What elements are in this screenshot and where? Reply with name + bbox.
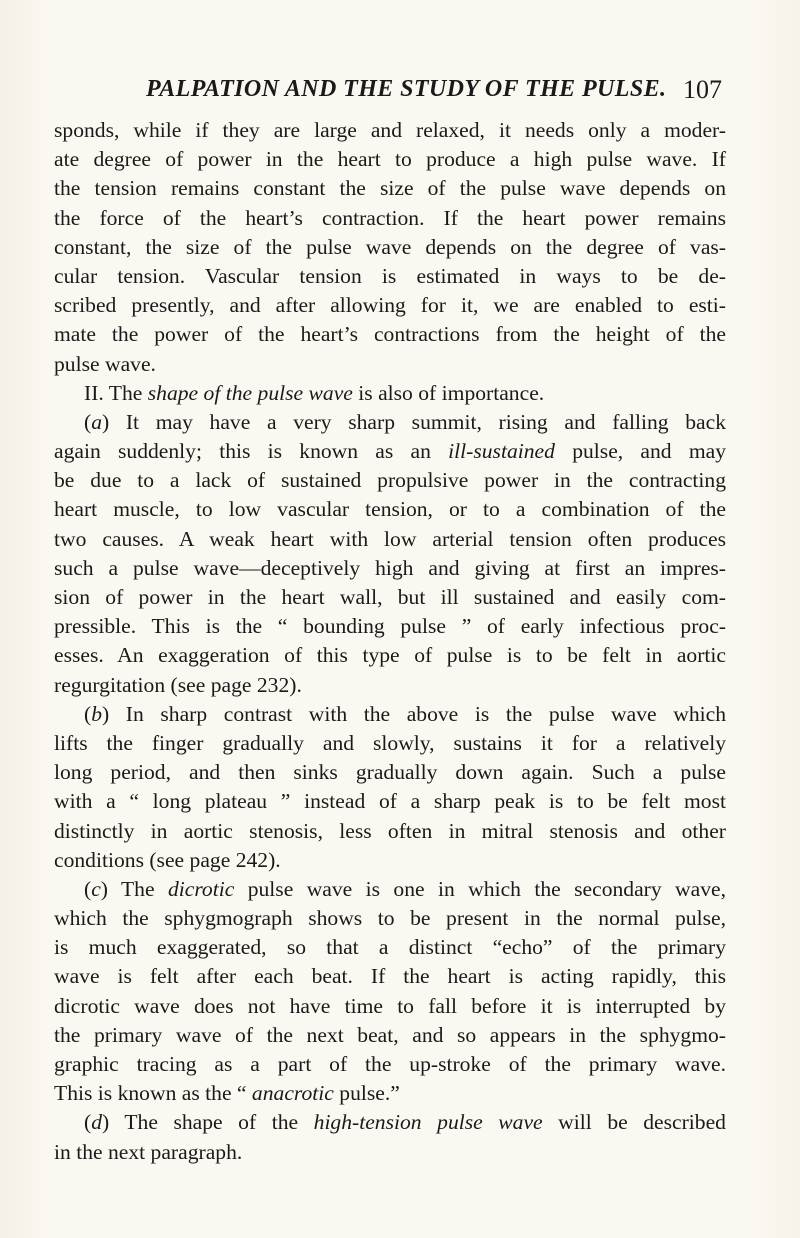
text-line: lifts the finger gradually and slowly, sustains it for a relatively (54, 730, 726, 755)
text-line: esses. An exaggeration of this type of pulse is to be felt in aortic (54, 643, 726, 668)
text-line: in the next paragraph. (54, 1139, 243, 1164)
text-line: pulse wave. (54, 351, 156, 376)
paragraph (54, 1108, 726, 1166)
text-line: wave is felt after each beat. If the heart is acting rapidly, this (54, 964, 726, 989)
running-head (146, 76, 722, 108)
text-line: graphic tracing as a part of the up-stroke of the primary wave. (54, 1052, 726, 1076)
italic-term: anacrotic (251, 1081, 334, 1106)
text-line: ate degree of power in the heart to produce a high pulse wave. If (54, 147, 726, 172)
paragraph (54, 700, 726, 875)
italic-term: shape of the pulse wave (147, 380, 353, 405)
text-line: pressible. This is the “ bounding pulse ” of early infectious proc- (54, 614, 726, 639)
text-line: sponds, while if they are large and relaxed, it needs only a moder- (54, 118, 726, 142)
text-line: This is known as the “ anacrotic pulse.” (54, 1081, 400, 1106)
italic-term: dicrotic (167, 876, 235, 901)
text-line: scribed presently, and after allowing for it, we are enabled to esti- (54, 293, 726, 318)
paragraph (54, 116, 726, 379)
text-line: be due to a lack of sustained propulsive power in the contracting (54, 468, 726, 493)
text-line: sion of power in the heart wall, but ill sustained and easily com- (54, 585, 726, 609)
text-line: constant, the size of the pulse wave depends on the degree of vas- (54, 234, 726, 259)
text-line: (c) The dicrotic pulse wave is one in which the secondary wave, (84, 876, 727, 901)
text-line: conditions (see page 242). (54, 847, 281, 872)
text-line: regurgitation (see page 232). (54, 672, 302, 697)
text-line: such a pulse wave—deceptively high and giving at first an impres- (54, 555, 726, 580)
italic-term: high-tension pulse wave (313, 1110, 543, 1135)
text-line: is much exaggerated, so that a distinct “echo” of the primary (54, 935, 726, 960)
text-line: mate the power of the heart’s contractions from the height of the (54, 322, 726, 347)
paragraph (54, 408, 726, 700)
italic-term: c (91, 876, 101, 901)
text-line: the primary wave of the next beat, and so appears in the sphygmo- (54, 1022, 726, 1047)
text-line: long period, and then sinks gradually down again. Such a pulse (54, 760, 726, 785)
text-line: the force of the heart’s contraction. If the heart power remains (54, 205, 726, 230)
text-line: the tension remains constant the size of the pulse wave depends on (54, 176, 726, 201)
italic-term: a (91, 409, 102, 434)
text-line: two causes. A weak heart with low arterial tension often produces (54, 526, 726, 551)
text-line: (d) The shape of the high-tension pulse wave will be described (84, 1110, 726, 1135)
italic-term: b (91, 701, 102, 726)
running-head-title: PALPATION AND THE STUDY OF THE PULSE. (146, 76, 667, 102)
text-line: (a) It may have a very sharp summit, rising and falling back (84, 409, 726, 434)
paragraph (54, 379, 726, 408)
text-line: heart muscle, to low vascular tension, or to a combination of the (54, 497, 726, 522)
paragraph (54, 875, 726, 1109)
text-line: distinctly in aortic stenosis, less often in mitral stenosis and other (54, 818, 726, 843)
text-line: cular tension. Vascular tension is estimated in ways to be de- (54, 263, 726, 288)
text-line: with a “ long plateau ” instead of a sharp peak is to be felt most (54, 789, 726, 814)
body-text (54, 116, 726, 1167)
italic-term: ill-sustained (448, 439, 555, 464)
text-line: again suddenly; this is known as an ill-sustained pulse, and may (54, 439, 727, 464)
text-line: dicrotic wave does not have time to fall before it is interrupted by (54, 993, 726, 1018)
text-line: (b) In sharp contrast with the above is the pulse wave which (84, 701, 726, 726)
text-line: which the sphygmograph shows to be present in the normal pulse, (54, 906, 726, 931)
page-number: 107 (683, 75, 722, 104)
italic-term: d (91, 1110, 102, 1135)
text-line: II. The shape of the pulse wave is also of importance. (84, 380, 545, 405)
